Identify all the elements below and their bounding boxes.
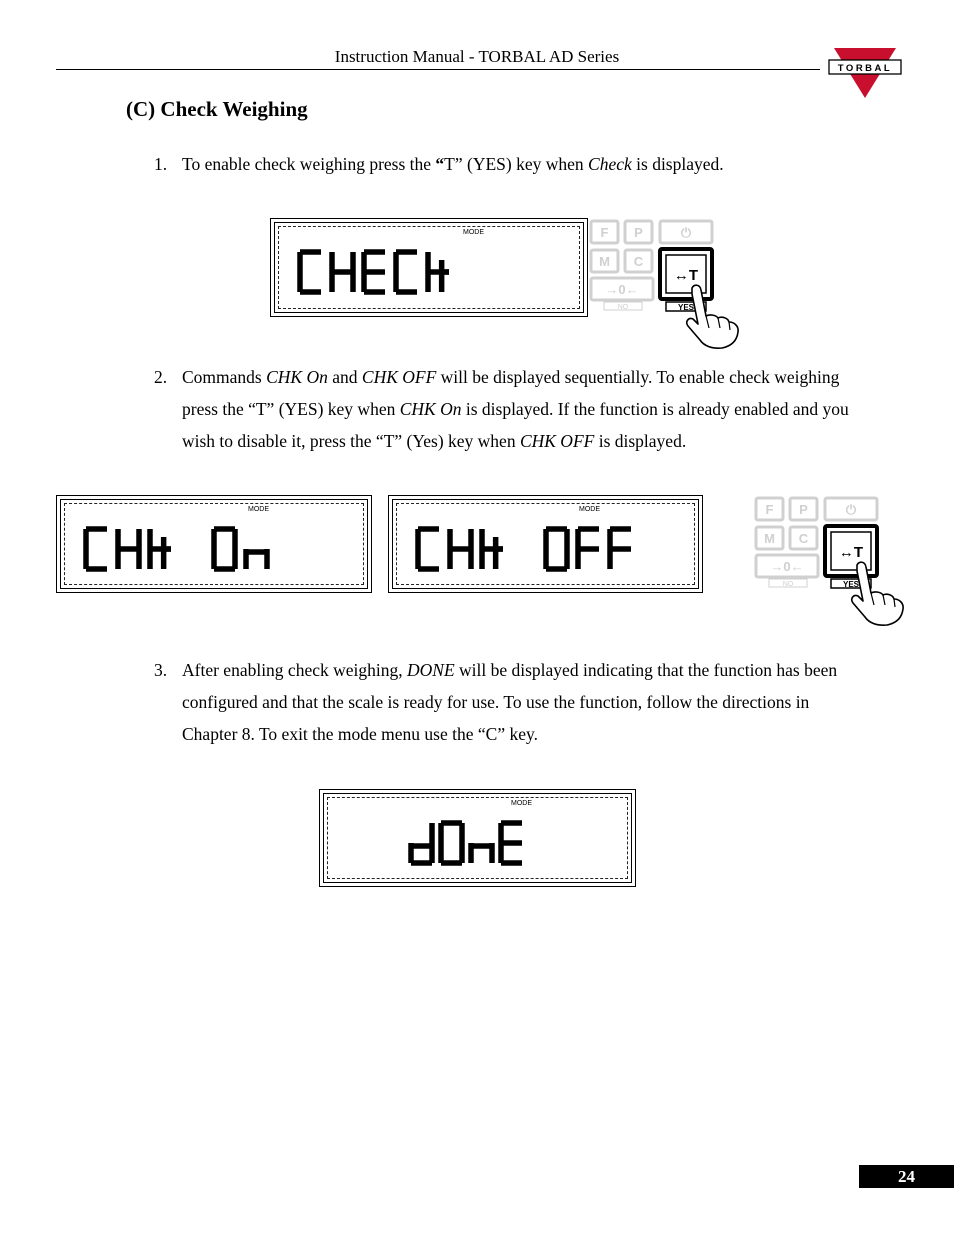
svg-text:⏻: ⏻	[680, 225, 692, 240]
step-line: Chapter 8. To exit the mode menu use the “C” key.	[182, 724, 538, 744]
keypad-2	[753, 495, 907, 627]
mode-indicator: MODE	[463, 229, 484, 236]
key-zero	[756, 555, 818, 577]
svg-text:M: M	[764, 531, 775, 546]
step-line: After enabling check weighing, DONE will be displayed indicating that the function has been	[182, 660, 838, 680]
svg-text:→0←: →0←	[605, 282, 639, 297]
segment-text-done	[408, 820, 548, 870]
lcd-display-check	[270, 218, 588, 317]
segment-text-chk-off	[415, 526, 645, 576]
key-power	[825, 498, 877, 520]
lcd-display-done	[319, 789, 636, 887]
key-p	[790, 498, 817, 520]
key-f	[756, 498, 783, 520]
step-number: 3.	[154, 660, 168, 680]
svg-text:C: C	[798, 531, 809, 546]
svg-text:→0←: →0←	[770, 559, 804, 574]
segment-text-chk-on	[83, 526, 283, 576]
header-rule	[56, 69, 820, 70]
key-p	[625, 221, 652, 243]
key-f	[591, 221, 618, 243]
section-title: (C) Check Weighing	[126, 97, 308, 121]
mode-indicator: MODE	[579, 506, 600, 513]
step-line: Commands CHK On and CHK OFF will be displayed sequentially. To enable check weighing	[182, 367, 840, 387]
step-line: configured and that the scale is ready for use. To use the function, follow the directions in	[182, 692, 810, 712]
step-line: press the “T” (YES) key when CHK On is displayed. If the function is already enabled and you	[182, 399, 849, 419]
key-m	[756, 527, 783, 549]
step-number: 1.	[154, 154, 168, 174]
segment-text-check	[297, 249, 457, 299]
header-title: Instruction Manual - TORBAL AD Series	[334, 47, 620, 66]
key-power	[660, 221, 712, 243]
logo-text: TORBAL	[837, 63, 893, 74]
key-m	[591, 250, 618, 272]
svg-text:↔T: ↔T	[838, 544, 864, 561]
svg-text:NO: NO	[617, 304, 629, 311]
tare-key	[825, 526, 877, 576]
key-c	[625, 250, 652, 272]
no-label	[769, 579, 807, 588]
svg-text:F: F	[765, 502, 774, 517]
no-label	[604, 302, 642, 311]
key-zero	[591, 278, 653, 300]
tare-key	[660, 249, 712, 299]
svg-text:NO: NO	[782, 581, 794, 588]
svg-text:P: P	[799, 502, 808, 517]
svg-text:M: M	[599, 254, 610, 269]
torbal-logo	[826, 44, 904, 100]
svg-text:⏻: ⏻	[845, 502, 857, 517]
lcd-display-chk-off	[388, 495, 703, 593]
step-number: 2.	[154, 367, 168, 387]
svg-text:YES: YES	[842, 580, 860, 589]
step-line: wish to disable it, press the “T” (Yes) key when CHK OFF is displayed.	[182, 431, 687, 451]
mode-indicator: MODE	[248, 506, 269, 513]
mode-indicator: MODE	[511, 800, 532, 807]
lcd-display-chk-on	[56, 495, 372, 593]
key-c	[790, 527, 817, 549]
svg-text:C: C	[633, 254, 644, 269]
svg-text:↔T: ↔T	[673, 267, 699, 284]
svg-text:YES: YES	[677, 303, 695, 312]
svg-text:P: P	[634, 225, 643, 240]
svg-text:F: F	[600, 225, 609, 240]
step-line: To enable check weighing press the “T” (YES) key when Check is displayed.	[182, 154, 724, 174]
keypad-1	[588, 218, 742, 350]
page-number: 24	[859, 1165, 954, 1188]
